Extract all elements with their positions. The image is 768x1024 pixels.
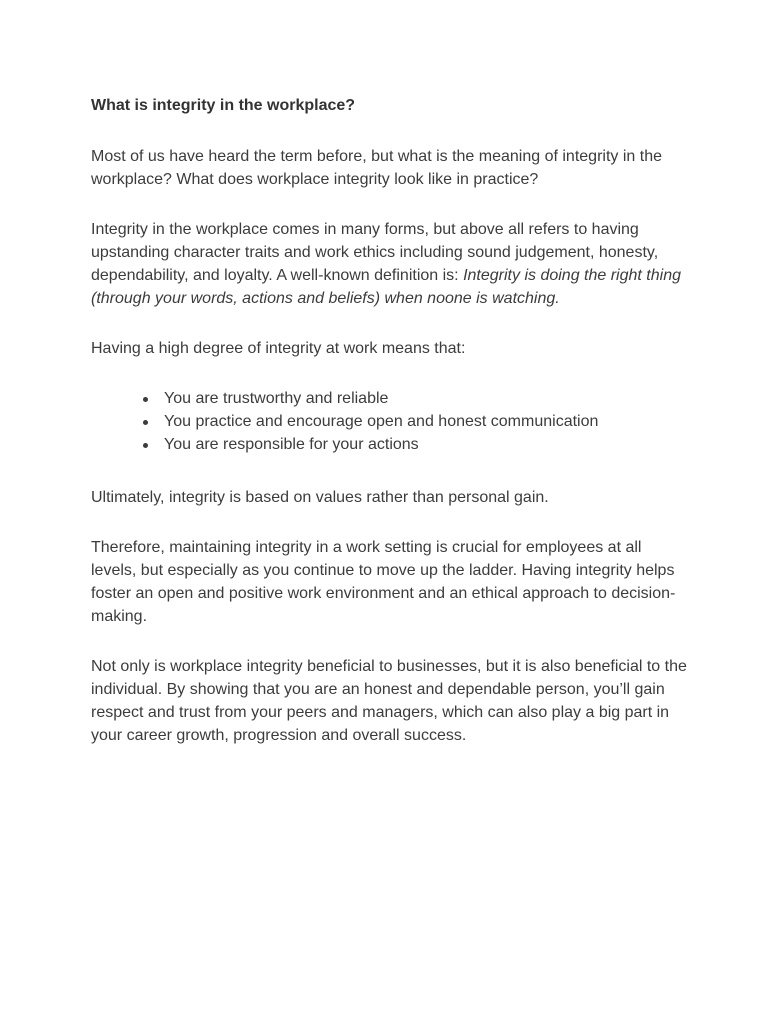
list-item: [143, 410, 691, 433]
definition-text: Integrity in the workplace comes in many forms, but above all refers to having upstanding character traits and work ethics including sound judgement, honesty, dependability, and loyalty. A well-known definition is:: [91, 221, 659, 284]
paragraph-intro: Most of us have heard the term before, but what is the meaning of integrity in the workplace? What does workplace integrity look like in practice?: [91, 148, 662, 188]
bullet-icon: [143, 420, 148, 425]
list-item-text: You practice and encourage open and honest communication: [164, 413, 599, 430]
definition-quote: Integrity is doing the right thing (through your words, actions and beliefs) when noone is watching.: [91, 267, 681, 307]
paragraph-list-intro: Having a high degree of integrity at work means that:: [91, 340, 466, 357]
paragraph-definition: [91, 218, 691, 310]
bullet-list: [91, 387, 691, 456]
list-item: [143, 433, 691, 456]
document-body: [91, 94, 691, 774]
bullet-icon: [143, 443, 148, 448]
paragraph-importance: Therefore, maintaining integrity in a work setting is crucial for employees at all levels, but especially as you continue to move up the ladder. Having integrity helps foster an open and positive work environment and an ethical approach to decision-making.: [91, 539, 676, 625]
bullet-icon: [143, 397, 148, 402]
paragraph-values: Ultimately, integrity is based on values rather than personal gain.: [91, 489, 549, 506]
document-heading: What is integrity in the workplace?: [91, 97, 356, 114]
list-item-text: You are trustworthy and reliable: [164, 390, 389, 407]
paragraph-benefits: Not only is workplace integrity beneficial to businesses, but it is also beneficial to the individual. By showing that you are an honest and dependable person, you’ll gain respect and trust from your peers and managers, which can also play a big part in your career growth, progression and overall success.: [91, 658, 687, 744]
list-item-text: You are responsible for your actions: [164, 436, 419, 453]
list-item: [143, 387, 691, 410]
